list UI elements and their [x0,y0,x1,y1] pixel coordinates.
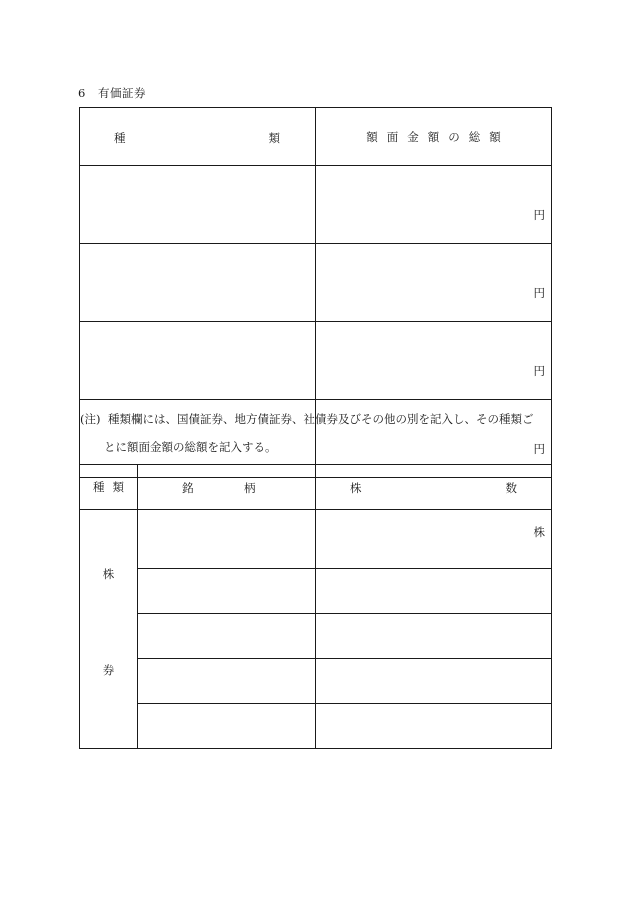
header-brand-char: 銘 [182,481,194,495]
stock-table [79,464,552,749]
count-cell[interactable] [316,614,552,659]
table-row [80,244,552,322]
header-type-char: 類 [112,480,124,494]
note-text-1: 種類欄には、国債証券、地方債証券、社債券及びその他の別を記入し、その種類ご [108,412,534,426]
section-title: 有価証券 [98,86,146,100]
header-kind [80,108,316,166]
note-line-2: とに額面金額の総額を記入する。 [104,440,277,454]
header-type [80,465,138,510]
brand-cell[interactable] [138,510,316,569]
kind-cell[interactable] [80,166,316,244]
header-amount-char: 金 [407,129,419,144]
header-amount-char: 総 [468,129,481,144]
table-row [80,704,552,749]
kind-cell[interactable] [80,322,316,400]
header-kind-char-1: 種 [114,131,126,145]
amount-cell[interactable] [316,166,552,244]
header-amount-char: 額 [427,129,440,144]
yen-unit: 円 [533,364,545,378]
securities-header-row [80,108,552,166]
table-row [80,322,552,400]
stock-type-cell [80,510,138,749]
header-amount [316,108,552,166]
note-line-1 [80,409,534,430]
stock-type-char-2: 券 [102,663,115,677]
header-kind-char-2: 類 [268,131,280,145]
note-mark: (注) [80,412,101,426]
header-count-char: 株 [350,481,362,495]
brand-cell[interactable] [138,614,316,659]
stock-type-char-1: 株 [102,567,115,581]
table-row [80,614,552,659]
header-amount-char: の [448,129,460,144]
note [80,409,534,458]
header-type-char: 種 [93,480,105,494]
yen-unit: 円 [533,442,545,456]
count-cell[interactable] [316,569,552,614]
header-brand-char: 柄 [244,481,256,495]
share-unit: 株 [533,525,545,539]
table-row [80,569,552,614]
table-row [80,166,552,244]
header-amount-char: 額 [366,129,378,144]
table-row [80,659,552,704]
header-count-char: 数 [505,481,517,495]
brand-cell[interactable] [138,569,316,614]
header-count [316,465,552,510]
section-number: 6 [78,86,86,100]
amount-cell[interactable] [316,244,552,322]
brand-cell[interactable] [138,704,316,749]
table-row [80,510,552,569]
header-amount-char: 面 [386,129,399,144]
yen-unit: 円 [533,286,545,300]
header-amount-char: 額 [489,129,501,144]
stock-header-row [80,465,552,510]
amount-cell[interactable] [316,322,552,400]
count-cell[interactable] [316,510,552,569]
kind-cell[interactable] [80,244,316,322]
header-brand [138,465,316,510]
count-cell[interactable] [316,659,552,704]
section-heading [78,85,146,101]
count-cell[interactable] [316,704,552,749]
yen-unit: 円 [533,208,545,222]
brand-cell[interactable] [138,659,316,704]
